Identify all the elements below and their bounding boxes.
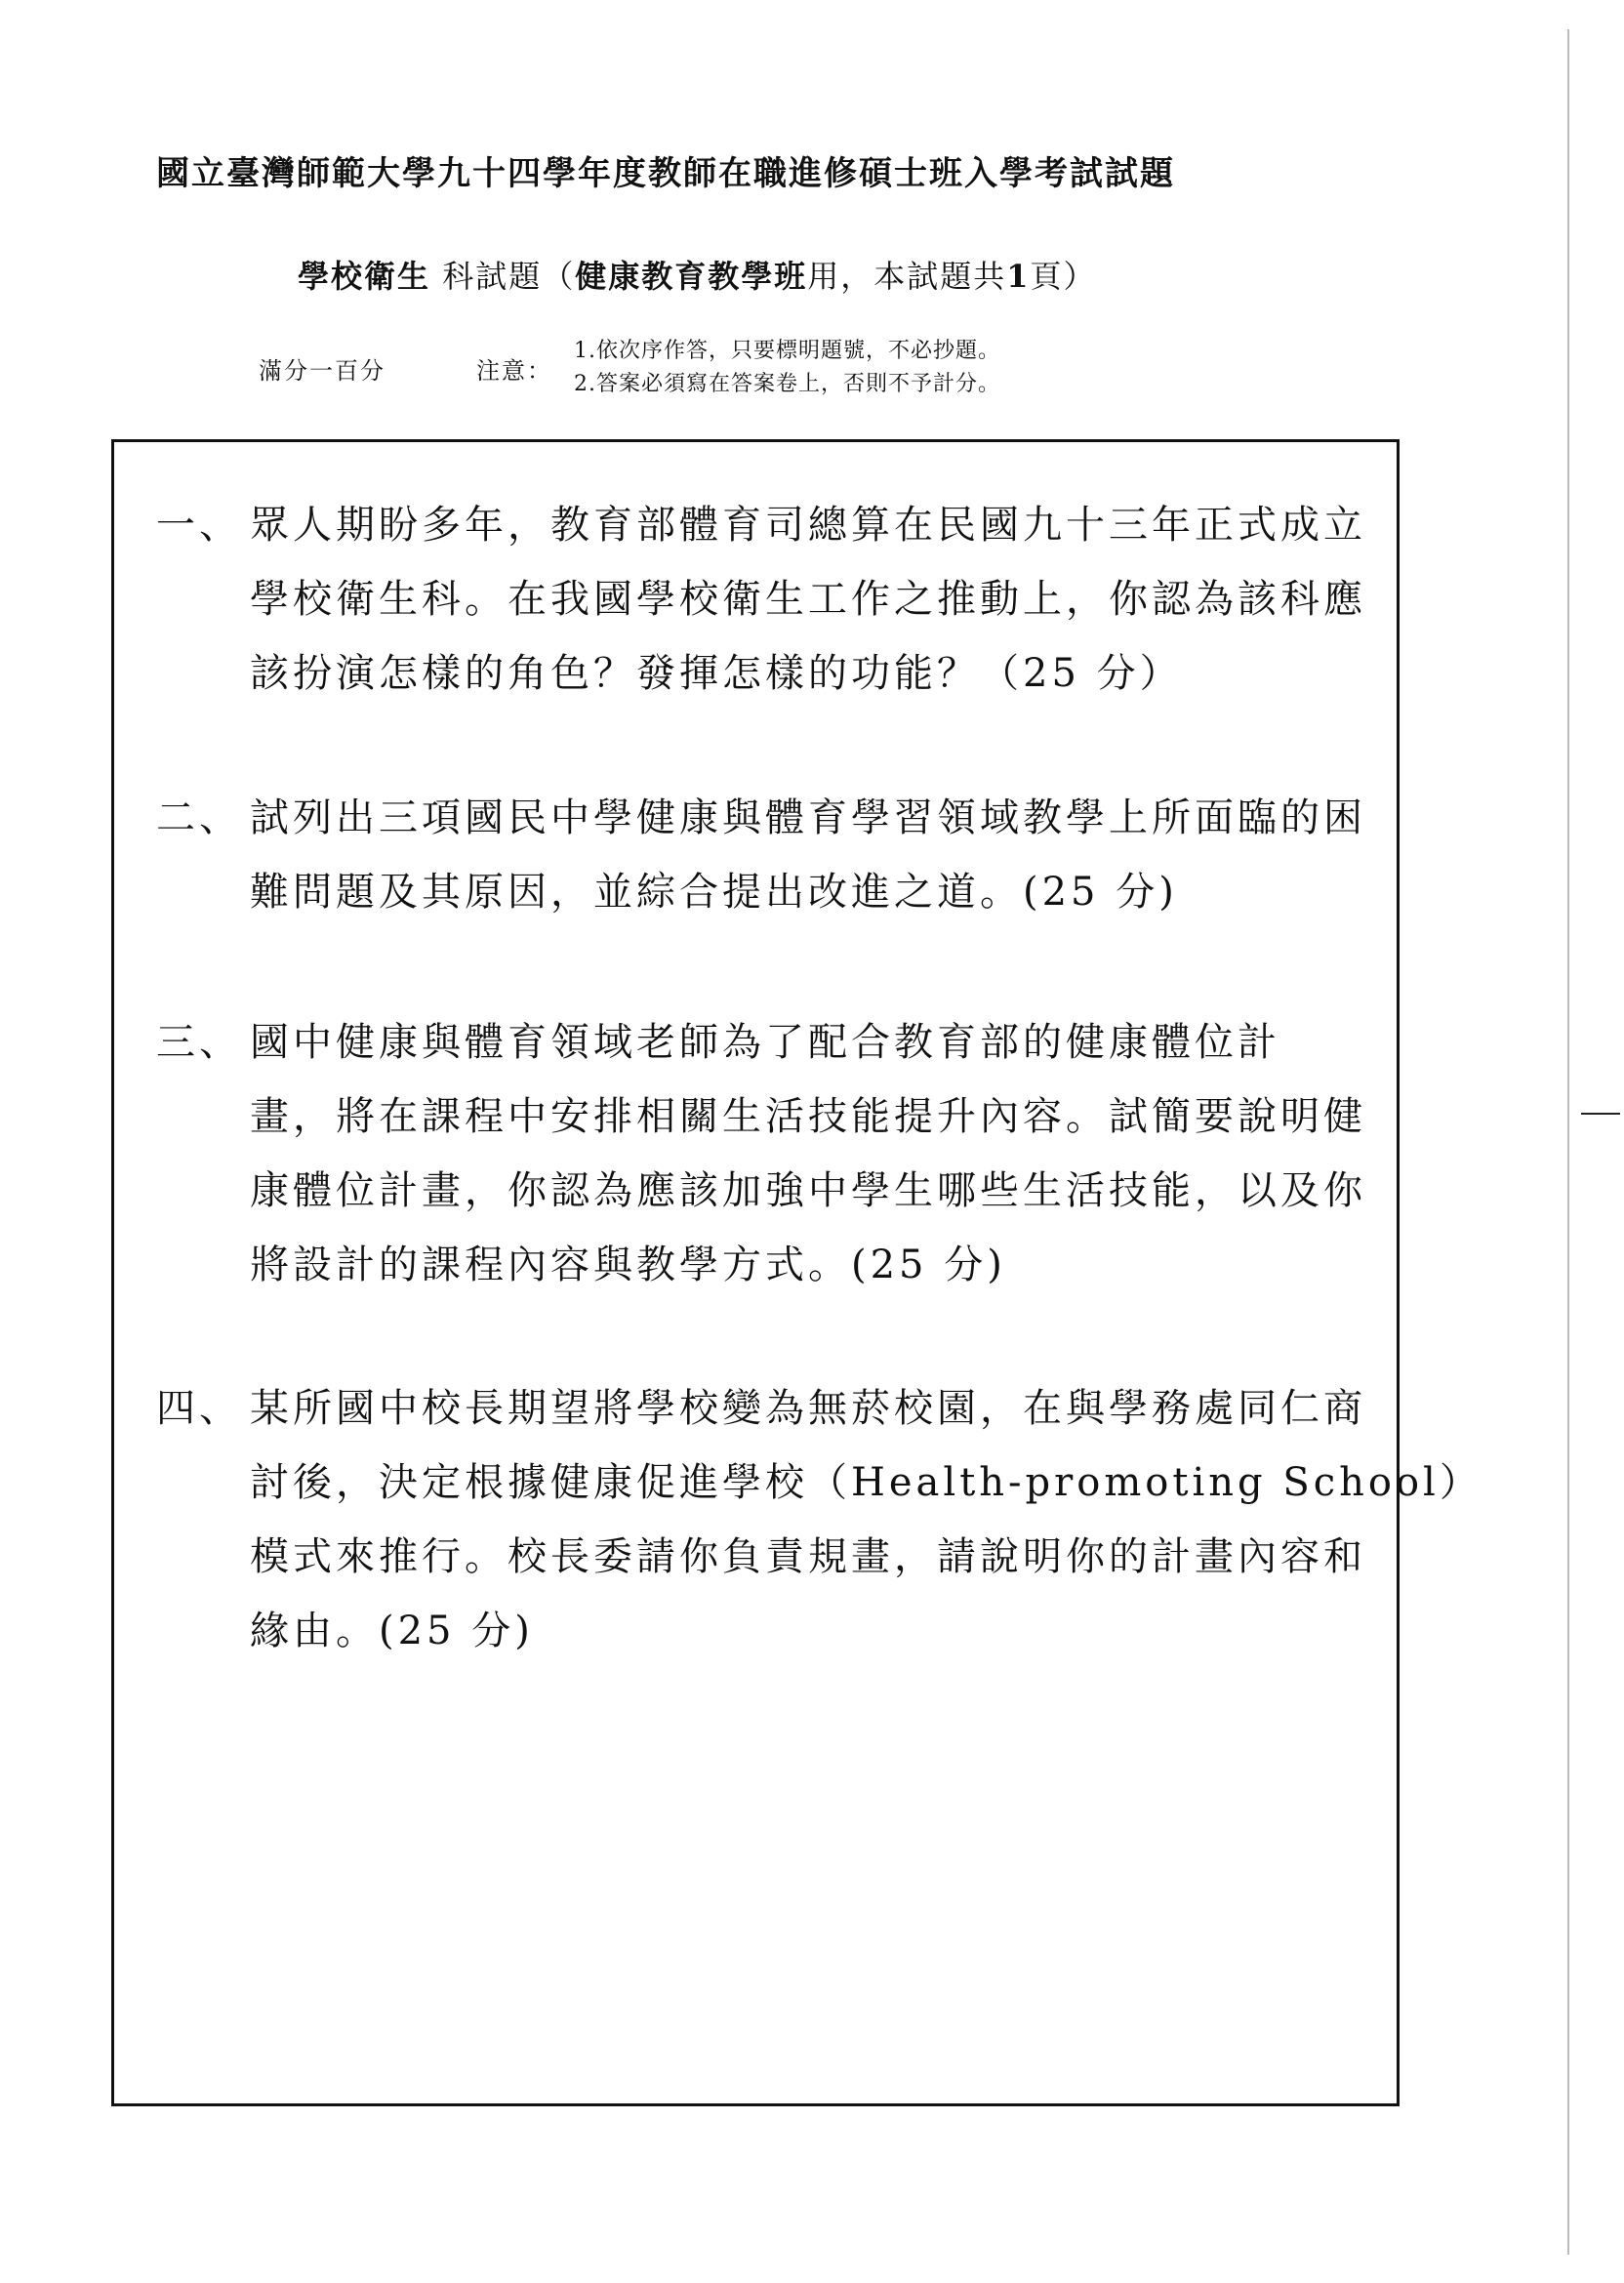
question-line: 模式來推行。校長委請你負責規畫，請說明你的計畫內容和 [250,1534,1366,1579]
question-line: 討後，決定根據健康促進學校（Health-promoting School） [250,1460,1482,1505]
exam-subtitle [298,252,1097,297]
subtitle-text: 科試題（ [430,258,576,295]
scan-edge-tick [1581,1113,1620,1115]
question-line: 某所國中校長期望將學校變為無菸校園，在與學務處同仁商 [250,1386,1366,1431]
question-4 [156,1371,1482,1668]
question-2 [156,781,1386,929]
question-number: 一、 [156,503,242,548]
question-line: 難問題及其原因，並綜合提出改進之道。(25 分) [250,870,1178,915]
question-line: 康體位計畫，你認為應該加強中學生哪些生活技能，以及你 [250,1168,1366,1213]
question-line: 國中健康與體育領域老師為了配合教育部的健康體位計 [250,1020,1280,1065]
question-line: 眾人期盼多年，教育部體育司總算在民國九十三年正式成立 [250,503,1366,548]
notice-item: 2.答案必須寫在答案卷上，否則不予計分。 [574,372,1000,396]
page-count: 1 [1006,258,1031,295]
question-line: 該扮演怎樣的角色？發揮怎樣的功能？（25 分） [250,651,1183,696]
exam-title: 國立臺灣師範大學九十四學年度教師在職進修碩士班入學考試試題 [156,154,1175,193]
question-1 [156,488,1386,711]
question-number: 三、 [156,1020,242,1065]
question-number: 四、 [156,1386,242,1431]
subtitle-tail: 用，本試題共 [807,258,1007,295]
subtitle-end: 頁） [1030,258,1097,295]
question-line: 畫，將在課程中安排相關生活技能提升內容。試簡要說明健 [250,1094,1366,1139]
scan-edge-line [1567,29,1569,2255]
question-3 [156,1005,1386,1302]
full-score: 滿分一百分 [259,357,386,385]
question-line: 緣由。(25 分) [250,1609,534,1653]
question-line: 將設計的課程內容與教學方式。(25 分) [250,1243,1006,1287]
question-line: 試列出三項國民中學健康與體育學習領域教學上所面臨的困 [250,795,1366,840]
class-name: 健康教育教學班 [575,258,808,295]
question-line: 學校衛生科。在我國學校衛生工作之推動上，你認為該科應 [250,577,1366,622]
notice-list [574,335,1000,401]
question-number: 二、 [156,795,242,840]
subject-name: 學校衛生 [298,258,431,295]
notice-label: 注意： [476,357,552,385]
notice-item: 1.依次序作答，只要標明題號，不必抄題。 [574,339,1000,363]
